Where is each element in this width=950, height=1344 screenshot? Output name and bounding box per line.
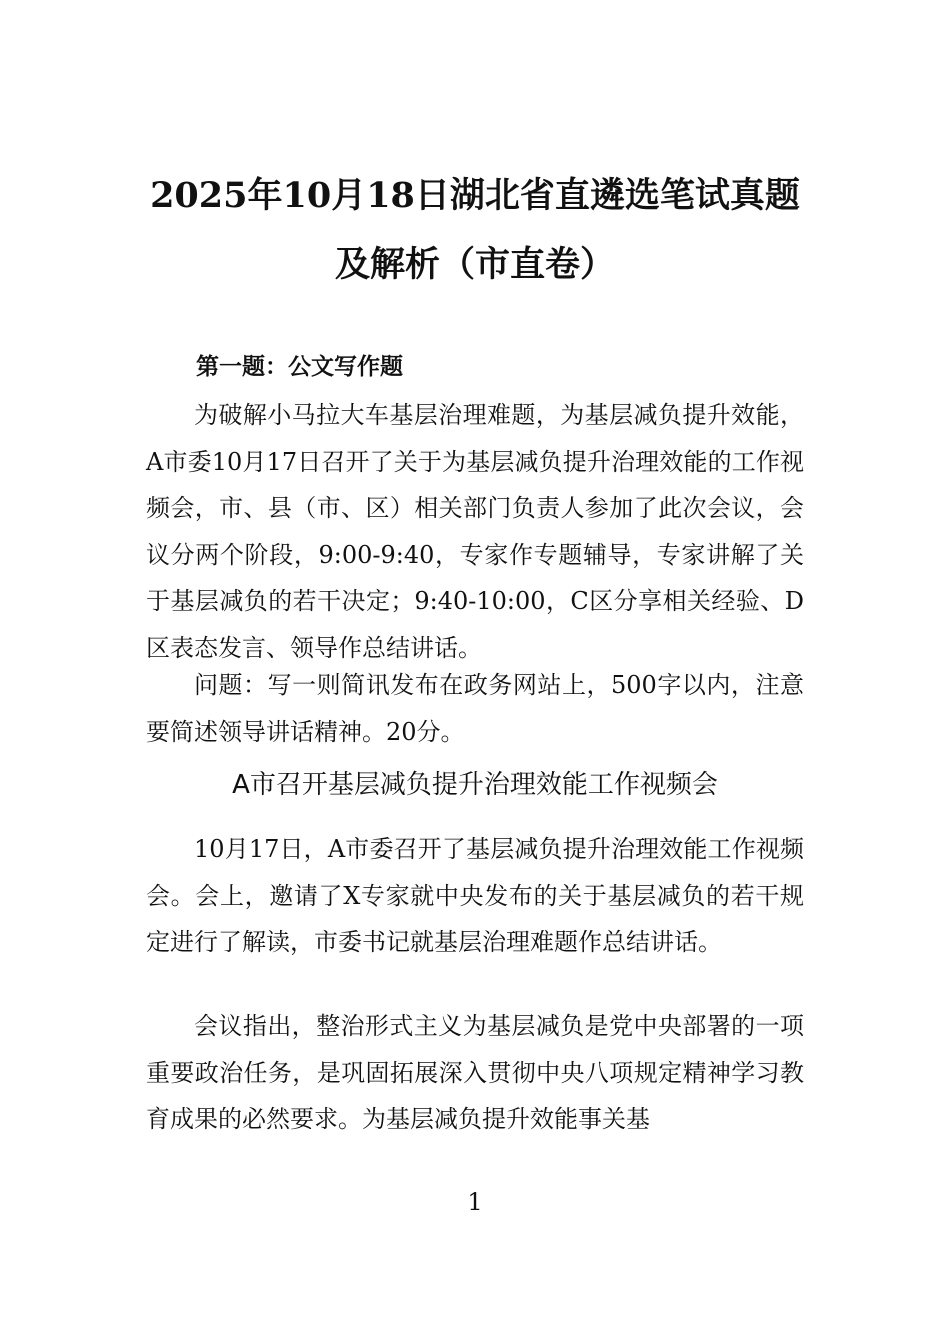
question-paragraph: 为破解小马拉大车基层治理难题，为基层减负提升效能，A市委10月17日召开了关于为基层减负提升治理效能的工作视频会，市、县（市、区）相关部门负责人参加了此次会议，会议分两个阶段，9:00-9:40，专家作专题辅导，专家讲解了关于基层减负的若干决定；9:40-10:00，C区分享相关经验、D区表态发言、领导作总结讲话。 xyxy=(146,401,804,662)
article-title: A市召开基层减负提升治理效能工作视频会 xyxy=(232,770,718,800)
question-requirement-paragraph: 问题：写一则简讯发布在政务网站上，500字以内，注意要简述领导讲话精神。20分。 xyxy=(146,671,804,746)
document-title-line-2: 及解析（市直卷） xyxy=(334,244,615,285)
section-heading: 第一题：公文写作题 xyxy=(196,354,403,380)
page-number: 1 xyxy=(467,1188,483,1216)
document-title-line-1: 2025年10月18日湖北省直遴选笔试真题 xyxy=(150,175,800,216)
article-paragraph: 会议指出，整治形式主义为基层减负是党中央部署的一项重要政治任务，是巩固拓展深入贯彻中央八项规定精神学习教育成果的必然要求。为基层减负提升效能事关基 xyxy=(146,1012,804,1133)
article-paragraph: 10月17日，A市委召开了基层减负提升治理效能工作视频会。会上，邀请了X专家就中央发布的关于基层减负的若干规定进行了解读，市委书记就基层治理难题作总结讲话。 xyxy=(146,835,804,956)
